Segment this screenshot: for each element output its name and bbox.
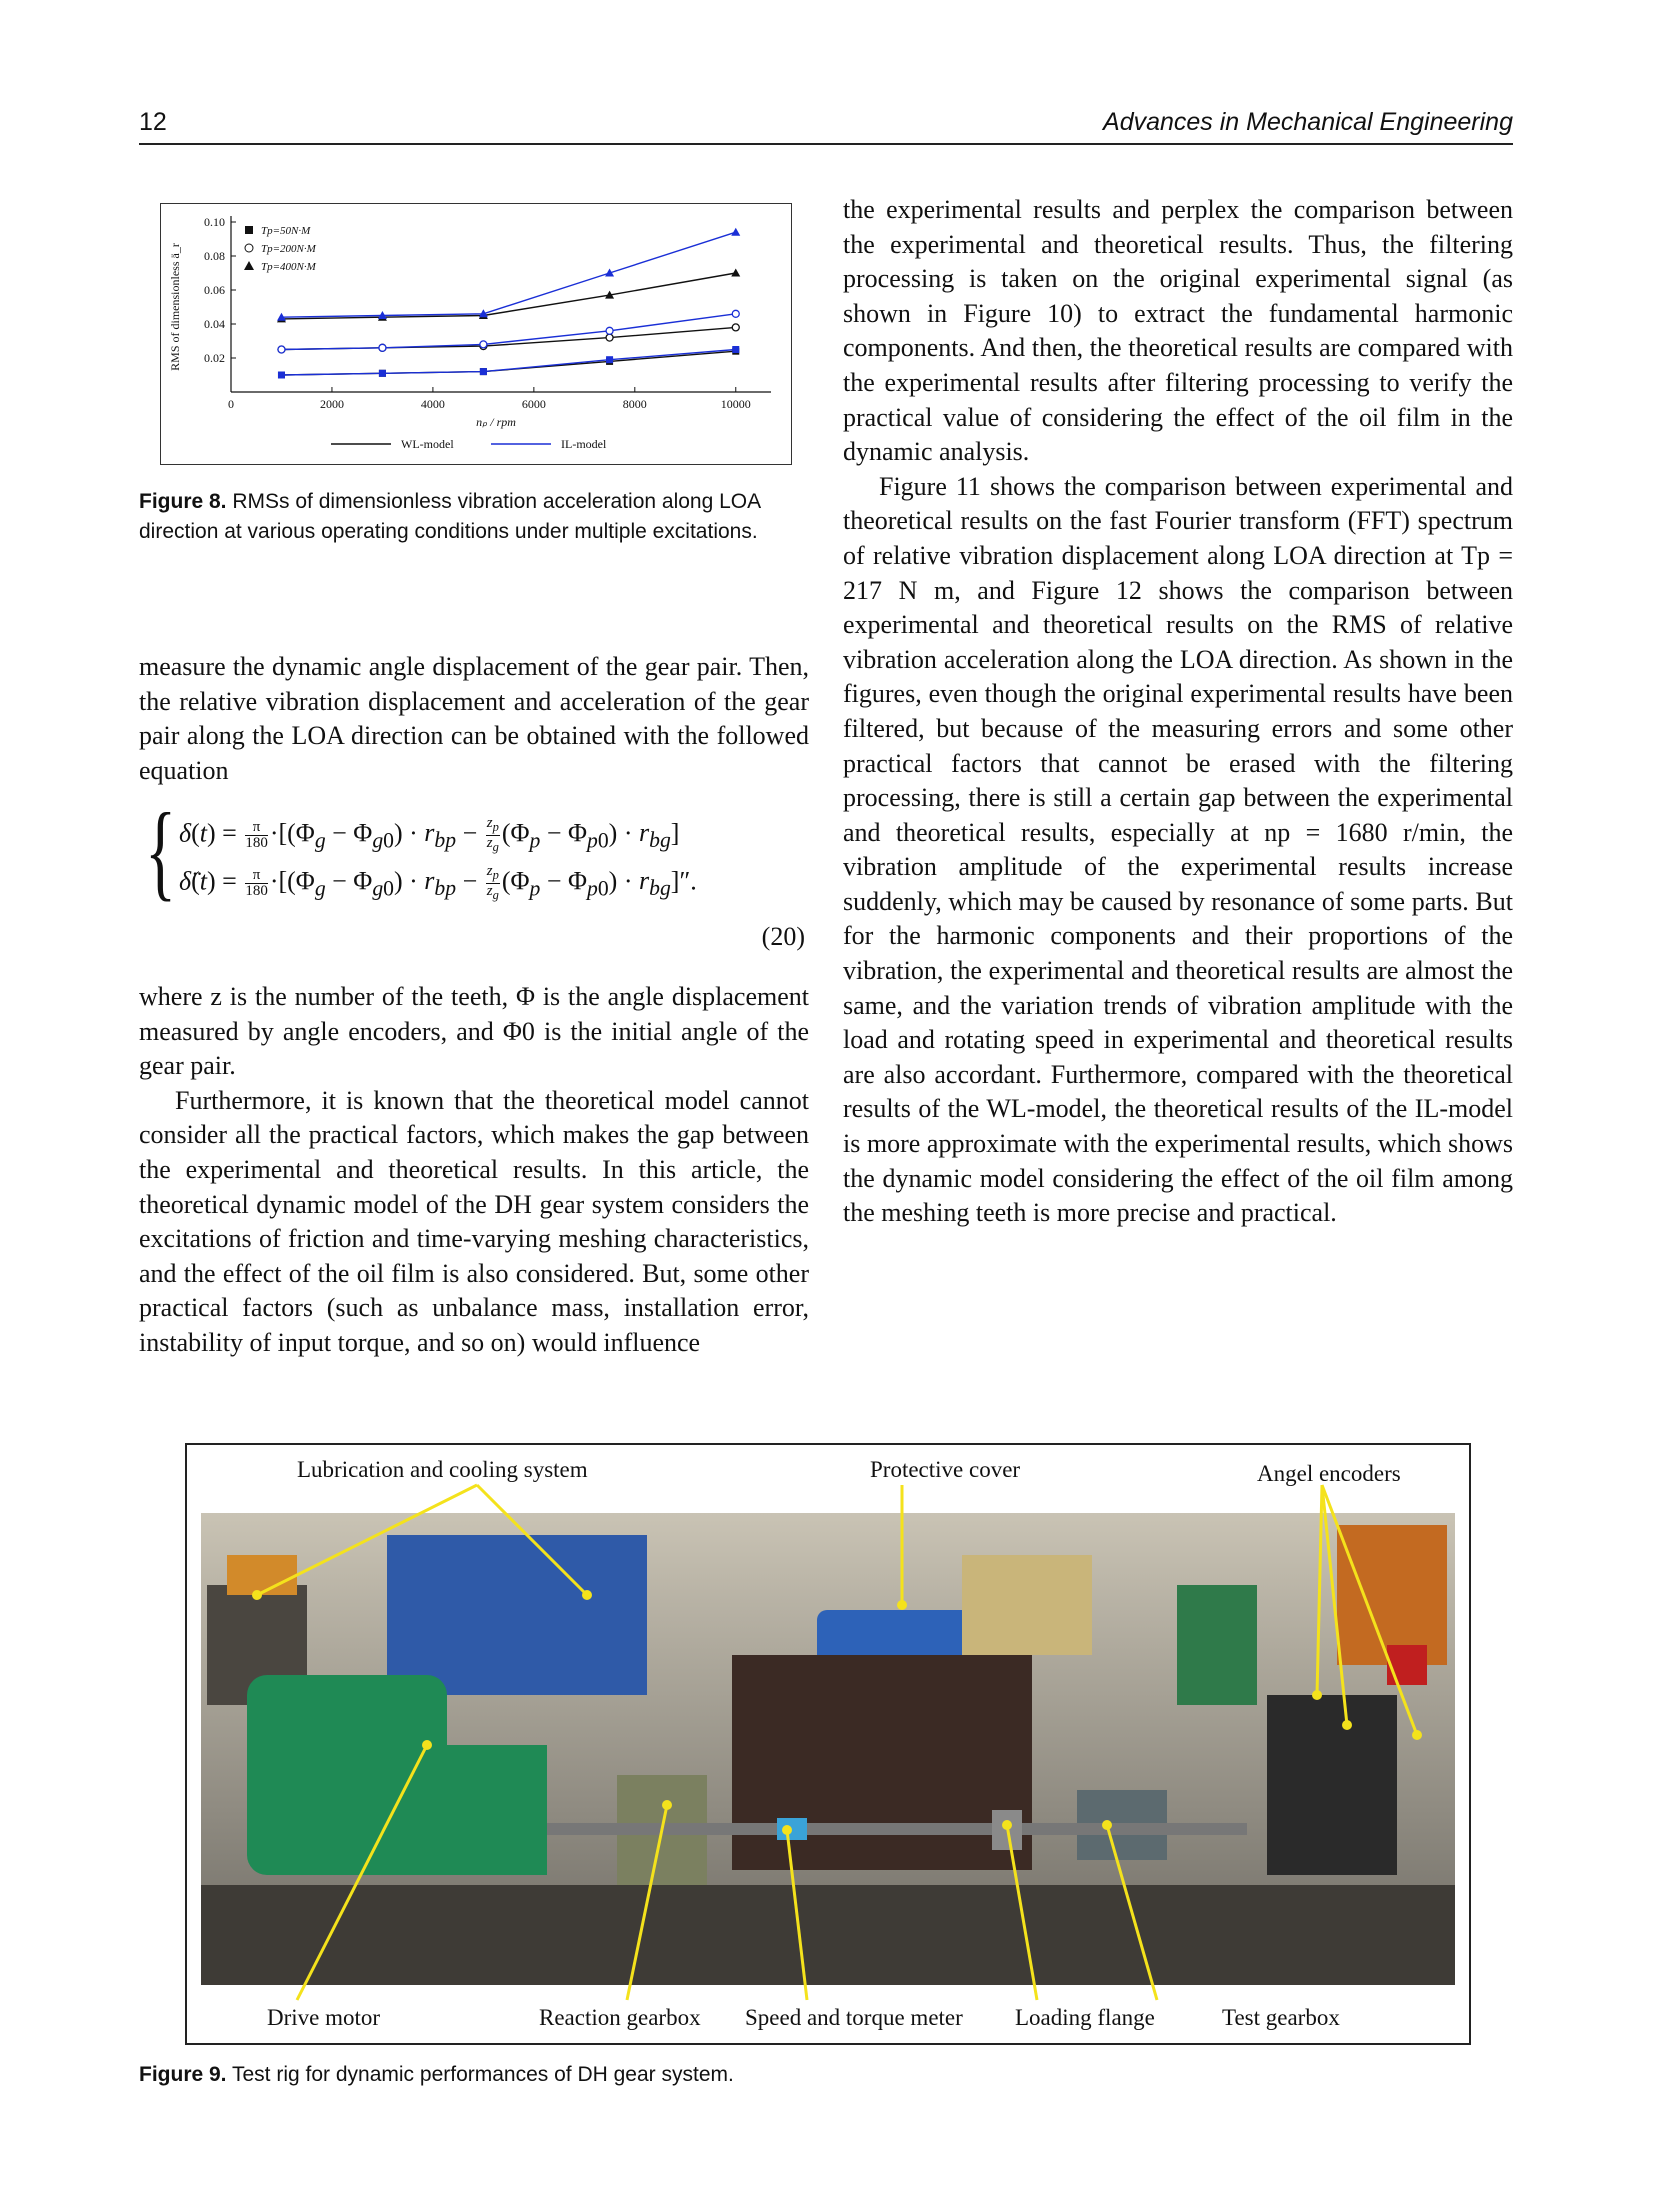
equation-line-1: δ(t) = $\frac{\pi}{180}$ $\cdot[(\Phi_g - \Phi_{g0}) \cdot r_{bp}$ − $\frac{z_p}{z_g}$ $(\Phi_p - \Phi_{p0}) \cdot r_{bg}$] — [179, 815, 680, 854]
data-point-square — [379, 370, 386, 377]
x-tick-label: 10000 — [720, 397, 751, 411]
test-rig-photo — [187, 1445, 1469, 2043]
equation-line-2: δ̈(t) = $\frac{\pi}{180}$ $\cdot[(\Phi_g - \Phi_{g0}) \cdot r_{bp}$ − $\frac{z_p}{z_g}$ $(\Phi_p - \Phi_{p0}) \cdot r_{bg}]''$. — [179, 863, 697, 902]
header-rule — [139, 143, 1513, 145]
label-lubrication: Lubrication and cooling system — [297, 1457, 588, 1482]
legend-marker-circle — [245, 244, 253, 252]
equation-20 — [139, 792, 809, 958]
data-point-circle — [379, 344, 386, 351]
floor-bed — [201, 1885, 1455, 1985]
data-point-triangle — [731, 269, 740, 277]
figure9-frame — [185, 1443, 1471, 2045]
legend-marker-triangle — [244, 261, 254, 270]
legend-marker-label: Tp=400N·M — [261, 261, 316, 273]
figure8-chart — [160, 203, 792, 465]
left-column-top — [139, 650, 809, 788]
y-tick-label: 0.02 — [204, 351, 225, 365]
series-line-triangle-WL — [281, 273, 735, 319]
cabinet-right — [1337, 1525, 1447, 1665]
label-loading-flange: Loading flange — [1015, 2005, 1155, 2030]
label-test-gearbox: Test gearbox — [1222, 2005, 1340, 2030]
data-point-circle — [480, 341, 487, 348]
right-paragraph-1: the experimental results and perplex the comparison between the experimental and theoretical results. Thus, the filtering processing is taken on the original experimental signal (as shown in Figure 10) to extract the fundamental harmonic components. And then, the theoretical results are compared with the experimental results after filtering processing to verify the practical value of considering the effect of the oil film in the dynamic analysis. — [843, 195, 1513, 467]
y-tick-label: 0.06 — [204, 283, 225, 297]
rms-line-chart — [161, 204, 791, 464]
data-point-circle — [732, 310, 739, 317]
data-point-circle — [732, 324, 739, 331]
x-tick-label: 0 — [228, 397, 234, 411]
data-point-circle — [606, 327, 613, 334]
legend-model-il: IL-model — [561, 437, 607, 451]
lubrication-unit — [227, 1555, 297, 1595]
green-gearbox — [1177, 1585, 1257, 1705]
red-bin — [1387, 1645, 1427, 1685]
hydraulic-station — [387, 1535, 647, 1695]
journal-title: Advances in Mechanical Engineering — [1103, 108, 1513, 136]
label-reaction-gearbox: Reaction gearbox — [539, 2005, 701, 2030]
left-paragraph-1: measure the dynamic angle displacement of the gear pair. Then, the relative vibration displacement and acceleration of the gear pair along the LOA direction can be obtained with the followed equation — [139, 652, 809, 785]
x-tick-label: 2000 — [319, 397, 344, 411]
figure8-label: Figure 8. — [139, 490, 227, 513]
legend-model-wl: WL-model — [401, 437, 454, 451]
drive-shaft — [547, 1823, 1247, 1835]
data-point-square — [480, 368, 487, 375]
left-paragraph-3: Furthermore, it is known that the theoretical model cannot consider all the practical factors, which makes the gap between the experimental and theoretical results. In this article, the theoretical dynamic model of the DH gear system considers the excitations of friction and time-varying meshing characteristics, and the effect of the oil film is also considered. But, some other practical factors (such as unbalance mass, installation error, instability of input torque, and so on) would influence — [139, 1085, 809, 1357]
legend-marker-label: Tp=50N·M — [261, 225, 311, 237]
legend-marker-square — [245, 226, 253, 234]
encoder-stand — [1267, 1695, 1397, 1875]
equation-number: (20) — [761, 922, 805, 951]
figure9-label: Figure 9. — [139, 2063, 227, 2086]
series-line-circle-WL — [281, 327, 735, 349]
figure9-caption-text: Test rig for dynamic performances of DH gear system. — [232, 2063, 734, 2086]
equation-brace: { — [145, 792, 177, 911]
left-column-bottom — [139, 980, 809, 1361]
right-paragraph-2: Figure 11 shows the comparison between experimental and theoretical results on the fast Fourier transform (FFT) spectrum of relative vibration displacement along LOA direction at Tp = 217 N m, and Figure 12 shows the comparison between experimental and theoretical results on the RMS of relative vibration acceleration along the LOA direction. As shown in the figures, even though the original experimental results have been filtered, but because of the measuring errors and some other practical factors that cannot be erased with the filtering processing, there is still a certain gap between the experimental and theoretical results, especially at np = 1680 r/min, the vibration amplitude of the experimental results increase suddenly, which may be caused by resonance of some parts. But for the harmonic components and their proportions of the vibration, the experimental and theoretical results are almost the same, and the variation trends of vibration amplitude with the load and rotating speed in experimental and theoretical results are also accordant. Furthermore, compared with the theoretical results of the WL-model, the theoretical results of the IL-model is more approximate with the experimental results, which shows the dynamic model considering the effect of the oil film among the meshing teeth is more precise and practical. — [843, 471, 1513, 1228]
data-point-circle — [278, 346, 285, 353]
drive-motor-housing — [417, 1745, 547, 1875]
x-tick-label: 8000 — [622, 397, 647, 411]
data-point-triangle — [731, 228, 740, 236]
label-angel-encoders: Angel encoders — [1257, 1461, 1401, 1486]
y-axis-label: RMS of dimensionless ä_r — [168, 243, 182, 371]
y-tick-label: 0.08 — [204, 249, 225, 263]
label-drive-motor: Drive motor — [267, 2005, 381, 2030]
label-speed-torque-meter: Speed and torque meter — [745, 2005, 963, 2030]
legend-marker-label: Tp=200N·M — [261, 243, 316, 255]
label-protective-cover: Protective cover — [870, 1457, 1021, 1482]
page-number: 12 — [139, 108, 167, 136]
figure8-caption-text: RMSs of dimensionless vibration acceleration along LOA direction at various operating conditions under multiple excitations. — [139, 490, 760, 543]
figure8-caption — [139, 487, 799, 547]
y-tick-label: 0.10 — [204, 215, 225, 229]
right-column — [843, 193, 1513, 1231]
data-point-square — [732, 346, 739, 353]
control-box — [962, 1555, 1092, 1655]
series-line-square-IL — [281, 350, 735, 376]
left-paragraph-2: where z is the number of the teeth, Φ is the angle displacement measured by angle encoders, and Φ0 is the initial angle of the gear pair. — [139, 982, 809, 1081]
y-tick-label: 0.04 — [204, 317, 225, 331]
series-line-triangle-IL — [281, 232, 735, 317]
x-tick-label: 4000 — [420, 397, 445, 411]
data-point-square — [278, 372, 285, 379]
x-axis-label: nₚ / rpm — [476, 415, 516, 429]
torque-meter — [777, 1818, 807, 1840]
data-point-circle — [606, 334, 613, 341]
x-tick-label: 6000 — [521, 397, 546, 411]
figure9-caption — [139, 2060, 1139, 2090]
data-point-square — [606, 356, 613, 363]
